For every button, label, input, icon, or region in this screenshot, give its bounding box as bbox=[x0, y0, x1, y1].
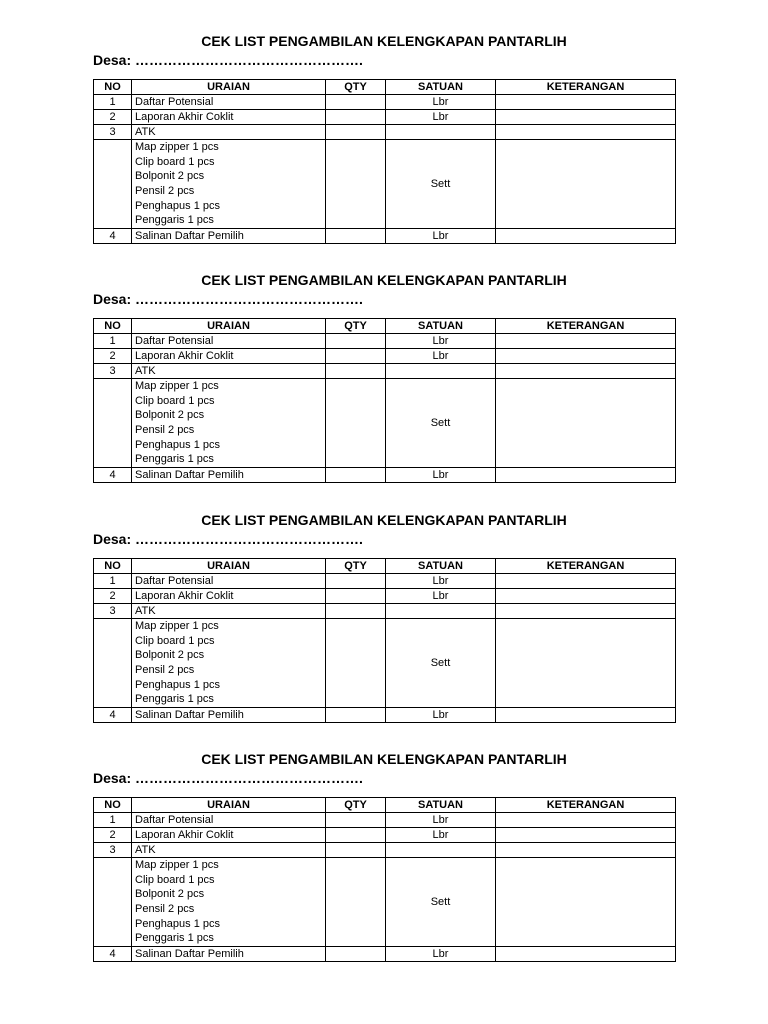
column-header-no: NO bbox=[94, 559, 132, 574]
table-row bbox=[94, 574, 676, 589]
column-header-satuan: SATUAN bbox=[386, 80, 496, 95]
cell-satuan: Lbr bbox=[386, 828, 496, 843]
cell-satuan: Sett bbox=[386, 140, 496, 229]
cell-satuan: Sett bbox=[386, 619, 496, 708]
cell-no bbox=[94, 140, 132, 229]
cell-no: 4 bbox=[94, 708, 132, 723]
cell-uraian-list bbox=[132, 858, 326, 947]
cell-satuan: Lbr bbox=[386, 708, 496, 723]
cell-uraian: Salinan Daftar Pemilih bbox=[132, 708, 326, 723]
cell-qty bbox=[326, 95, 386, 110]
table-row bbox=[94, 140, 676, 229]
cell-keterangan bbox=[496, 110, 676, 125]
sheet-title: CEK LIST PENGAMBILAN KELENGKAPAN PANTARLIH bbox=[201, 512, 567, 528]
atk-item: Bolponit 2 pcs bbox=[135, 888, 205, 901]
desa-label: Desa: …………………………………………. bbox=[93, 531, 363, 547]
atk-item: Penghapus 1 pcs bbox=[135, 438, 221, 451]
table-row bbox=[94, 858, 676, 947]
checklist-table bbox=[93, 797, 676, 962]
cell-no: 1 bbox=[94, 334, 132, 349]
cell-keterangan bbox=[496, 843, 676, 858]
cell-qty bbox=[326, 843, 386, 858]
cell-keterangan bbox=[496, 619, 676, 708]
cell-satuan bbox=[386, 604, 496, 619]
cell-no: 2 bbox=[94, 589, 132, 604]
cell-qty bbox=[326, 349, 386, 364]
cell-uraian: Daftar Potensial bbox=[132, 813, 326, 828]
cell-no: 2 bbox=[94, 110, 132, 125]
table-header-row bbox=[94, 319, 676, 334]
cell-qty bbox=[326, 229, 386, 244]
atk-item: Map zipper 1 pcs bbox=[135, 859, 219, 872]
cell-no: 1 bbox=[94, 813, 132, 828]
desa-label: Desa: …………………………………………. bbox=[93, 291, 363, 307]
cell-keterangan bbox=[496, 708, 676, 723]
atk-item: Penghapus 1 pcs bbox=[135, 917, 221, 930]
cell-satuan: Sett bbox=[386, 858, 496, 947]
column-header-qty: QTY bbox=[326, 559, 386, 574]
cell-keterangan bbox=[496, 813, 676, 828]
cell-qty bbox=[326, 468, 386, 483]
column-header-no: NO bbox=[94, 798, 132, 813]
cell-satuan: Lbr bbox=[386, 947, 496, 962]
table-row bbox=[94, 334, 676, 349]
cell-uraian: Laporan Akhir Coklit bbox=[132, 110, 326, 125]
cell-no: 3 bbox=[94, 364, 132, 379]
column-header-qty: QTY bbox=[326, 798, 386, 813]
column-header-keterangan: KETERANGAN bbox=[496, 319, 676, 334]
atk-item: Pensil 2 pcs bbox=[135, 424, 195, 436]
cell-satuan: Lbr bbox=[386, 334, 496, 349]
desa-label: Desa: …………………………………………. bbox=[93, 770, 363, 786]
column-header-satuan: SATUAN bbox=[386, 319, 496, 334]
column-header-no: NO bbox=[94, 80, 132, 95]
column-header-qty: QTY bbox=[326, 80, 386, 95]
table-row bbox=[94, 813, 676, 828]
cell-keterangan bbox=[496, 574, 676, 589]
cell-uraian-list bbox=[132, 619, 326, 708]
cell-uraian: Laporan Akhir Coklit bbox=[132, 349, 326, 364]
checklist-table bbox=[93, 558, 676, 723]
cell-no: 3 bbox=[94, 604, 132, 619]
atk-item: Clip board 1 pcs bbox=[135, 634, 215, 647]
table-row bbox=[94, 468, 676, 483]
cell-keterangan bbox=[496, 604, 676, 619]
cell-keterangan bbox=[496, 334, 676, 349]
checklist-table bbox=[93, 79, 676, 244]
table-row bbox=[94, 604, 676, 619]
table-row bbox=[94, 125, 676, 140]
cell-satuan bbox=[386, 843, 496, 858]
atk-item: Penghapus 1 pcs bbox=[135, 678, 221, 691]
table-row bbox=[94, 349, 676, 364]
table-row bbox=[94, 619, 676, 708]
cell-qty bbox=[326, 947, 386, 962]
cell-keterangan bbox=[496, 468, 676, 483]
cell-uraian: ATK bbox=[132, 604, 326, 619]
atk-item: Map zipper 1 pcs bbox=[135, 380, 219, 393]
cell-keterangan bbox=[496, 349, 676, 364]
cell-qty bbox=[326, 619, 386, 708]
cell-uraian: Laporan Akhir Coklit bbox=[132, 828, 326, 843]
column-header-uraian: URAIAN bbox=[132, 798, 326, 813]
atk-item: Penggaris 1 pcs bbox=[135, 693, 214, 706]
cell-uraian-list bbox=[132, 379, 326, 468]
cell-keterangan bbox=[496, 229, 676, 244]
cell-uraian: Salinan Daftar Pemilih bbox=[132, 468, 326, 483]
cell-keterangan bbox=[496, 858, 676, 947]
cell-qty bbox=[326, 379, 386, 468]
sheet-title: CEK LIST PENGAMBILAN KELENGKAPAN PANTARLIH bbox=[201, 272, 567, 288]
cell-keterangan bbox=[496, 140, 676, 229]
cell-no: 4 bbox=[94, 468, 132, 483]
cell-qty bbox=[326, 858, 386, 947]
column-header-keterangan: KETERANGAN bbox=[496, 559, 676, 574]
cell-satuan: Lbr bbox=[386, 229, 496, 244]
cell-qty bbox=[326, 334, 386, 349]
cell-no: 3 bbox=[94, 843, 132, 858]
cell-satuan: Lbr bbox=[386, 110, 496, 125]
cell-satuan: Sett bbox=[386, 379, 496, 468]
cell-qty bbox=[326, 574, 386, 589]
cell-keterangan bbox=[496, 95, 676, 110]
cell-satuan: Lbr bbox=[386, 468, 496, 483]
column-header-uraian: URAIAN bbox=[132, 559, 326, 574]
cell-keterangan bbox=[496, 125, 676, 140]
cell-keterangan bbox=[496, 947, 676, 962]
cell-keterangan bbox=[496, 379, 676, 468]
cell-satuan: Lbr bbox=[386, 574, 496, 589]
cell-satuan: Lbr bbox=[386, 589, 496, 604]
cell-uraian: ATK bbox=[132, 364, 326, 379]
atk-item: Penggaris 1 pcs bbox=[135, 214, 214, 227]
table-row bbox=[94, 364, 676, 379]
cell-qty bbox=[326, 140, 386, 229]
cell-no bbox=[94, 619, 132, 708]
cell-qty bbox=[326, 708, 386, 723]
cell-satuan: Lbr bbox=[386, 813, 496, 828]
table-header-row bbox=[94, 80, 676, 95]
cell-qty bbox=[326, 813, 386, 828]
cell-uraian: Laporan Akhir Coklit bbox=[132, 589, 326, 604]
table-row bbox=[94, 843, 676, 858]
column-header-keterangan: KETERANGAN bbox=[496, 798, 676, 813]
table-row bbox=[94, 229, 676, 244]
cell-no: 4 bbox=[94, 229, 132, 244]
atk-item: Clip board 1 pcs bbox=[135, 394, 215, 407]
table-row bbox=[94, 589, 676, 604]
cell-no: 4 bbox=[94, 947, 132, 962]
table-header-row bbox=[94, 798, 676, 813]
atk-item: Pensil 2 pcs bbox=[135, 664, 195, 676]
cell-qty bbox=[326, 604, 386, 619]
cell-no: 1 bbox=[94, 95, 132, 110]
cell-satuan: Lbr bbox=[386, 349, 496, 364]
cell-no bbox=[94, 858, 132, 947]
atk-item: Map zipper 1 pcs bbox=[135, 620, 219, 633]
cell-no: 2 bbox=[94, 828, 132, 843]
cell-satuan bbox=[386, 125, 496, 140]
cell-uraian: ATK bbox=[132, 843, 326, 858]
cell-qty bbox=[326, 364, 386, 379]
sheet-title: CEK LIST PENGAMBILAN KELENGKAPAN PANTARLIH bbox=[201, 33, 567, 49]
atk-item: Bolponit 2 pcs bbox=[135, 649, 205, 662]
atk-item: Pensil 2 pcs bbox=[135, 903, 195, 915]
cell-uraian: Daftar Potensial bbox=[132, 574, 326, 589]
atk-item: Bolponit 2 pcs bbox=[135, 170, 205, 183]
cell-satuan bbox=[386, 364, 496, 379]
cell-keterangan bbox=[496, 589, 676, 604]
atk-item: Clip board 1 pcs bbox=[135, 155, 215, 168]
atk-item: Pensil 2 pcs bbox=[135, 185, 195, 197]
atk-item: Penghapus 1 pcs bbox=[135, 199, 221, 212]
table-row bbox=[94, 708, 676, 723]
atk-item: Penggaris 1 pcs bbox=[135, 453, 214, 466]
atk-item: Penggaris 1 pcs bbox=[135, 932, 214, 945]
cell-satuan: Lbr bbox=[386, 95, 496, 110]
cell-no: 1 bbox=[94, 574, 132, 589]
sheet-title: CEK LIST PENGAMBILAN KELENGKAPAN PANTARLIH bbox=[201, 751, 567, 767]
table-row bbox=[94, 379, 676, 468]
cell-uraian: Salinan Daftar Pemilih bbox=[132, 229, 326, 244]
table-row bbox=[94, 828, 676, 843]
cell-keterangan bbox=[496, 828, 676, 843]
table-header-row bbox=[94, 559, 676, 574]
cell-uraian-list bbox=[132, 140, 326, 229]
cell-no: 2 bbox=[94, 349, 132, 364]
column-header-satuan: SATUAN bbox=[386, 798, 496, 813]
atk-item: Bolponit 2 pcs bbox=[135, 409, 205, 422]
column-header-keterangan: KETERANGAN bbox=[496, 80, 676, 95]
cell-qty bbox=[326, 589, 386, 604]
table-row bbox=[94, 947, 676, 962]
column-header-uraian: URAIAN bbox=[132, 80, 326, 95]
column-header-uraian: URAIAN bbox=[132, 319, 326, 334]
column-header-no: NO bbox=[94, 319, 132, 334]
cell-keterangan bbox=[496, 364, 676, 379]
column-header-qty: QTY bbox=[326, 319, 386, 334]
column-header-satuan: SATUAN bbox=[386, 559, 496, 574]
atk-item: Clip board 1 pcs bbox=[135, 873, 215, 886]
table-row bbox=[94, 95, 676, 110]
atk-item: Map zipper 1 pcs bbox=[135, 141, 219, 154]
cell-uraian: Daftar Potensial bbox=[132, 95, 326, 110]
cell-qty bbox=[326, 828, 386, 843]
cell-no: 3 bbox=[94, 125, 132, 140]
desa-label: Desa: …………………………………………. bbox=[93, 52, 363, 68]
cell-uraian: Daftar Potensial bbox=[132, 334, 326, 349]
checklist-table bbox=[93, 318, 676, 483]
cell-no bbox=[94, 379, 132, 468]
table-row bbox=[94, 110, 676, 125]
cell-qty bbox=[326, 125, 386, 140]
cell-uraian: ATK bbox=[132, 125, 326, 140]
cell-qty bbox=[326, 110, 386, 125]
cell-uraian: Salinan Daftar Pemilih bbox=[132, 947, 326, 962]
